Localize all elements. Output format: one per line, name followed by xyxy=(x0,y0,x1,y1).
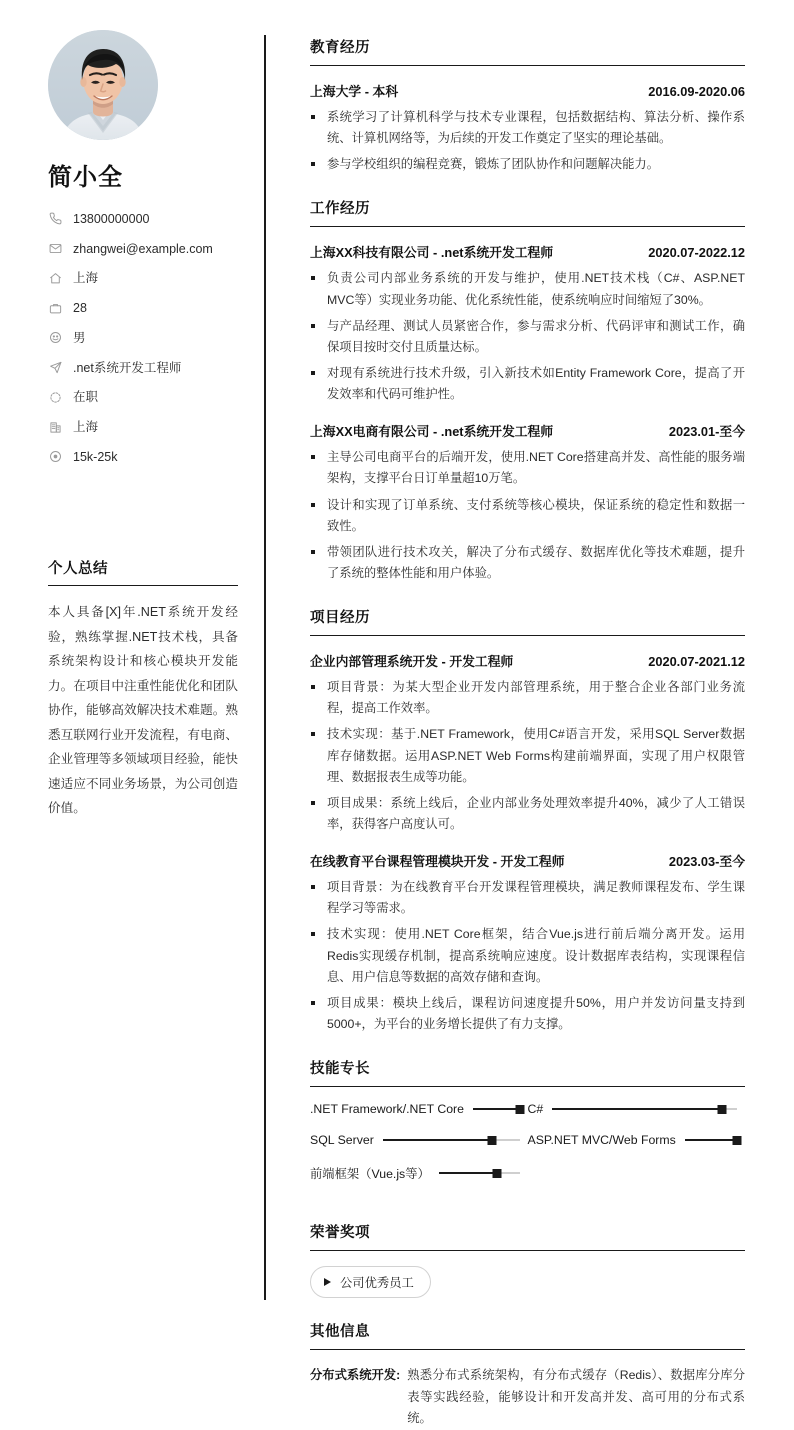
gender-icon xyxy=(48,330,63,345)
skill-slider[interactable] xyxy=(685,1135,737,1146)
other-info-section xyxy=(310,1320,745,1430)
column-divider xyxy=(264,35,266,1300)
contact-list xyxy=(48,211,238,465)
contact-item-status xyxy=(48,389,238,405)
entry-date: 2023.03-至今 xyxy=(668,854,745,870)
skills-section xyxy=(310,1057,745,1199)
paper-plane-icon xyxy=(48,360,63,375)
contact-item-gender xyxy=(48,330,238,346)
contact-item-salary xyxy=(48,449,238,465)
entry-title: 上海大学 - 本科 xyxy=(310,84,399,99)
skills-grid xyxy=(310,1102,745,1199)
bullet-item: 技术实现：基于.NET Framework，使用C#语言开发，采用SQL Server数据库存储数据。运用ASP.NET Web Forms构建前端界面，实现了用户权限管理、数据报表生成等功能。 xyxy=(310,724,745,787)
bullet-list xyxy=(310,677,745,835)
bullet-item: 项目成果：系统上线后，企业内部业务处理效率提升40%，减少了人工错误率，获得客户高度认可。 xyxy=(310,793,745,835)
skills-heading: 技能专长 xyxy=(310,1057,745,1087)
work-entry xyxy=(310,421,745,584)
skill-label: 前端框架（Vue.js等） xyxy=(310,1167,430,1182)
entry-title: 在线教育平台课程管理模块开发 - 开发工程师 xyxy=(310,854,565,870)
bullet-item: 系统学习了计算机科学与技术专业课程，包括数据结构、算法分析、操作系统、计算机网络等，为后续的开发工作奠定了坚实的理论基础。 xyxy=(310,107,745,149)
award-chip[interactable] xyxy=(310,1266,431,1298)
skill-item xyxy=(528,1133,746,1147)
skill-fill xyxy=(439,1172,497,1174)
entry-header xyxy=(310,651,745,670)
skill-knob[interactable] xyxy=(718,1105,727,1114)
skill-knob[interactable] xyxy=(492,1169,501,1178)
sidebar xyxy=(0,0,264,1338)
skill-fill xyxy=(383,1139,492,1141)
skill-item xyxy=(528,1102,746,1116)
awards-section xyxy=(310,1221,745,1298)
bullet-item: 设计和实现了订单系统、支付系统等核心模块，保证系统的稳定性和数据一致性。 xyxy=(310,495,745,537)
skill-label: SQL Server xyxy=(310,1133,374,1148)
contact-value: zhangwei@example.com xyxy=(73,241,213,256)
bullet-list xyxy=(310,107,745,175)
summary-heading: 个人总结 xyxy=(48,557,238,586)
home-icon xyxy=(48,271,63,286)
skill-fill xyxy=(473,1108,520,1110)
skill-item xyxy=(310,1102,528,1116)
contact-item-phone xyxy=(48,211,238,227)
entry-header xyxy=(310,851,745,870)
avatar xyxy=(48,30,158,140)
summary-text: 本人具备[X]年.NET系统开发经验，熟练掌握.NET技术栈，具备系统架构设计和核心模块开发能力。在项目中注重性能优化和团队协作，能够高效解决技术难题。熟悉互联网行业开发流程，有电商、企业管理等多领域项目经验，能快速适应不同业务场景，为公司创造价值。 xyxy=(48,605,238,816)
award-label: 公司优秀员工 xyxy=(340,1276,414,1291)
play-triangle-icon xyxy=(324,1278,331,1286)
contact-item-age xyxy=(48,300,238,316)
skill-slider[interactable] xyxy=(383,1135,520,1146)
bullet-item: 项目成果：模块上线后，课程访问速度提升50%，用户并发访问量支持到5000+，为平台的业务增长提供了有力支撑。 xyxy=(310,993,745,1035)
projects-section xyxy=(310,606,745,1035)
skill-label: C# xyxy=(527,1102,544,1117)
contact-value: 男 xyxy=(73,330,86,345)
contact-item-position xyxy=(48,360,238,376)
bullet-item: 技术实现：使用.NET Core框架，结合Vue.js进行前后端分离开发。运用Redis实现缓存机制，提高系统响应速度。设计数据库表结构，实现课程信息、用户信息等数据的高效存储和查询。 xyxy=(310,924,745,987)
bullet-list xyxy=(310,447,745,584)
entry-date: 2016.09-2020.06 xyxy=(648,84,745,99)
entry-header xyxy=(310,81,745,100)
skill-label: .NET Framework/.NET Core xyxy=(310,1102,464,1117)
skill-knob[interactable] xyxy=(488,1136,497,1145)
contact-value: 上海 xyxy=(73,271,99,286)
work-entry xyxy=(310,242,745,405)
skill-label: ASP.NET MVC/Web Forms xyxy=(527,1133,676,1148)
phone-icon xyxy=(48,211,63,226)
education-section xyxy=(310,36,745,175)
other-info-item xyxy=(310,1365,745,1430)
project-entry xyxy=(310,651,745,835)
bullet-item: 带领团队进行技术攻关，解决了分布式缓存、数据库优化等技术难题，提升了系统的整体性能和用户体验。 xyxy=(310,542,745,584)
entry-date: 2020.07-2021.12 xyxy=(648,654,745,670)
contact-value: 28 xyxy=(73,301,87,316)
bullet-item: 参与学校组织的编程竞赛，锻炼了团队协作和问题解决能力。 xyxy=(310,154,745,175)
project-entry xyxy=(310,851,745,1035)
contact-value: 在职 xyxy=(73,390,99,405)
contact-value: 上海 xyxy=(73,420,99,435)
work-section xyxy=(310,197,745,584)
bullet-item: 项目背景：为在线教育平台开发课程管理模块，满足教师课程发布、学生课程学习等需求。 xyxy=(310,877,745,919)
awards-heading: 荣誉奖项 xyxy=(310,1221,745,1251)
contact-value: 15k-25k xyxy=(73,449,118,464)
salary-icon xyxy=(48,449,63,464)
education-entry xyxy=(310,81,745,175)
other-info-value: 熟悉分布式系统架构，有分布式缓存（Redis）、数据库分库分表等实践经验，能够设计和开发高并发、高可用的分布式系统。 xyxy=(407,1368,745,1426)
entry-title: 企业内部管理系统开发 - 开发工程师 xyxy=(310,654,514,670)
projects-heading: 项目经历 xyxy=(310,606,745,636)
skill-slider[interactable] xyxy=(552,1104,737,1115)
contact-item-location xyxy=(48,270,238,286)
bullet-item: 与产品经理、测试人员紧密合作，参与需求分析、代码评审和测试工作，确保项目按时交付且质量达标。 xyxy=(310,316,745,358)
bullet-item: 主导公司电商平台的后端开发，使用.NET Core搭建高并发、高性能的服务端架构，支撑平台日订单量超10万笔。 xyxy=(310,447,745,489)
other-info-heading: 其他信息 xyxy=(310,1320,745,1350)
work-heading: 工作经历 xyxy=(310,197,745,227)
bullet-item: 项目背景：为某大型企业开发内部管理系统，用于整合企业各部门业务流程，提高工作效率。 xyxy=(310,677,745,719)
education-heading: 教育经历 xyxy=(310,36,745,66)
entry-date: 2020.07-2022.12 xyxy=(648,245,745,261)
contact-item-city xyxy=(48,419,238,435)
summary-section xyxy=(48,557,238,821)
skill-fill xyxy=(552,1108,722,1110)
status-icon xyxy=(48,390,63,405)
bullet-item: 对现有系统进行技术升级，引入新技术如Entity Framework Core，提高了开发效率和代码可维护性。 xyxy=(310,363,745,405)
building-icon xyxy=(48,420,63,435)
award-list xyxy=(310,1266,745,1298)
portrait-photo-icon xyxy=(48,30,158,140)
entry-title: 上海XX电商有限公司 - .net系统开发工程师 xyxy=(310,424,554,440)
skill-slider[interactable] xyxy=(473,1104,520,1115)
bullet-item: 负责公司内部业务系统的开发与维护，使用.NET技术栈（C#、ASP.NET MVC等）实现业务功能、优化系统性能，使系统响应时间缩短了30%。 xyxy=(310,268,745,310)
skill-item xyxy=(310,1164,528,1182)
contact-item-email xyxy=(48,241,238,257)
skill-fill xyxy=(685,1139,737,1141)
entry-header xyxy=(310,421,745,440)
contact-value: 13800000000 xyxy=(73,211,150,226)
entry-title: 上海XX科技有限公司 - .net系统开发工程师 xyxy=(310,245,554,261)
other-info-label: 分布式系统开发: xyxy=(310,1368,401,1383)
bullet-list xyxy=(310,268,745,405)
skill-slider[interactable] xyxy=(439,1168,520,1179)
briefcase-icon xyxy=(48,301,63,316)
page-title: 简小全 xyxy=(48,164,123,191)
bullet-list xyxy=(310,877,745,1035)
contact-value: .net系统开发工程师 xyxy=(73,360,182,375)
entry-date: 2023.01-至今 xyxy=(668,424,745,440)
main-column xyxy=(264,0,794,1426)
mail-icon xyxy=(48,241,63,256)
skill-knob[interactable] xyxy=(515,1105,524,1114)
entry-header xyxy=(310,242,745,261)
skill-knob[interactable] xyxy=(733,1136,742,1145)
skill-item xyxy=(310,1133,528,1147)
